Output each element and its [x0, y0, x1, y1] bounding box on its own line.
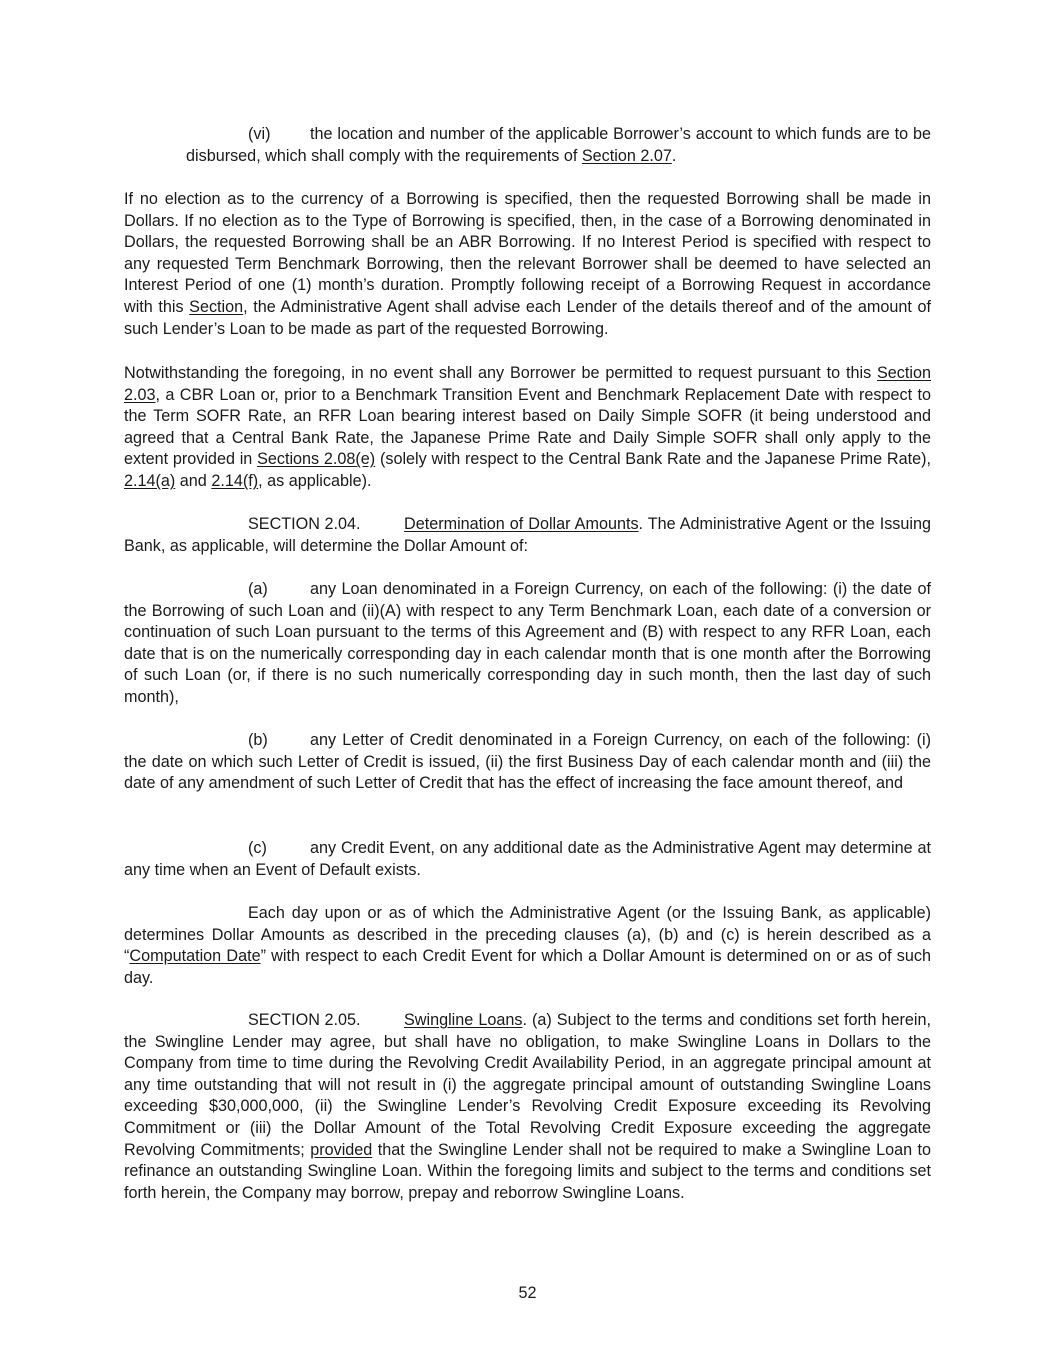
paragraph-notwithstanding-text: and: [175, 471, 212, 490]
paragraph-vi-text: the location and number of the applicable Borrower’s account to which funds are to be disbursed, which shall comply with the requirements of: [186, 125, 931, 165]
paragraph-notwithstanding-text: , a CBR Loan or, prior to a Benchmark Transition Event and Benchmark Replacement Date with respect to the Term SOFR Rate, an RFR Loan bearing interest based on Daily Simple SOFR (it being understood and agreed that a Central Bank Rate, the Japanese Prime Rate and Daily Simple SOFR shall only apply to the extent provided in: [124, 385, 931, 469]
paragraph-notwithstanding: [124, 363, 931, 493]
cross-reference-link: Sections 2.08(e): [257, 450, 376, 469]
section-title: Determination of Dollar Amounts: [404, 515, 639, 533]
clause-b: [124, 730, 931, 795]
paragraph-each-day-text-end: ” with respect to each Credit Event for which a Dollar Amount is determined on or as of such day.: [124, 947, 931, 987]
section-2-04-text: . The Administrative Agent or the Issuing Bank, as applicable, will determine the Dollar Amount of:: [124, 515, 932, 555]
clause-c-text: any Credit Event, on any additional date as the Administrative Agent may determine at any time when an Event of Default exists.: [124, 839, 931, 879]
cross-reference-link: 2.14(f): [211, 471, 259, 490]
clause-a-text: any Loan denominated in a Foreign Currency, on each of the following: (i) the date of the Borrowing of such Loan and (ii)(A) with respect to any Term Benchmark Loan, each date of a conversion or continuation of such Loan pursuant to the terms of this Agreement and (B) with respect to any RFR Loan, each date that is on the numerically corresponding day in each calendar month that is one month after the Borrowing of such Loan (or, if there is no such numerically corresponding day in such month, then the last day of such month),: [124, 580, 931, 706]
defined-term: provided: [310, 1140, 373, 1159]
cross-reference-link: Section: [189, 297, 244, 316]
paragraph-vi-text-end: .: [671, 146, 677, 165]
clause-a: [124, 579, 931, 709]
section-number: SECTION 2.04.: [248, 515, 361, 533]
clause-b-text: any Letter of Credit denominated in a Foreign Currency, on each of the following: (i) the date on which such Letter of Credit is issued, (ii) the first Business Day of each calendar month and (iii) the date of any amendment of such Letter of Credit that has the effect of increasing the face amount thereof, and: [124, 731, 931, 793]
cross-reference-link: Section 2.07: [581, 146, 672, 165]
paragraph-election-text-end: , the Administrative Agent shall advise each Lender of the details thereof and of the amount of such Lender’s Loan to be made as part of the requested Borrowing.: [124, 297, 931, 338]
clause-label-a: (a): [248, 580, 268, 598]
section-2-05-text-end: that the Swingline Lender shall not be required to make a Swingline Loan to refinance an outstanding Swingline Loan. Within the foregoing limits and subject to the terms and conditions set forth herein, the Company may borrow, prepay and reborrow Swingline Loans.: [124, 1140, 932, 1202]
cross-reference-link: 2.14(a): [124, 471, 176, 490]
clause-label-b: (b): [248, 731, 268, 749]
paragraph-notwithstanding-text: (solely with respect to the Central Bank Rate and the Japanese Prime Rate),: [375, 450, 931, 469]
paragraph-notwithstanding-text: Notwithstanding the foregoing, in no event shall any Borrower be permitted to request pursuant to this: [124, 364, 877, 382]
page-number: 52: [518, 1284, 537, 1302]
section-2-05: [124, 1010, 931, 1204]
paragraph-vi: [186, 124, 931, 167]
defined-term: Computation Date: [129, 947, 261, 966]
section-number: SECTION 2.05.: [248, 1011, 361, 1029]
cross-reference-link: Section 2.03: [124, 364, 931, 404]
paragraph-each-day-text: Each day upon or as of which the Administrative Agent (or the Issuing Bank, as applicable) determines Dollar Amounts as described in the preceding clauses (a), (b) and (c) is herein described as a “: [124, 904, 931, 966]
paragraph-notwithstanding-text-end: , as applicable).: [258, 471, 372, 490]
paragraph-election-text: If no election as to the currency of a Borrowing is specified, then the requested Borrowing shall be made in Dollars. If no election as to the Type of Borrowing is specified, then, in the case of a Borrowing denominated in Dollars, the requested Borrowing shall be an ABR Borrowing. If no Interest Period is specified with respect to any requested Term Benchmark Borrowing, then the relevant Borrower shall be deemed to have selected an Interest Period of one (1) month’s duration. Promptly following receipt of a Borrowing Request in accordance with this: [124, 190, 931, 316]
clause-c: [124, 838, 931, 881]
section-2-04: [124, 514, 931, 557]
paragraph-election: [124, 189, 931, 340]
clause-label-c: (c): [248, 839, 267, 857]
section-2-05-text: . (a) Subject to the terms and conditions set forth herein, the Swingline Lender may agree, but shall have no obligation, to make Swingline Loans in Dollars to the Company from time to time during the Revolving Credit Availability Period, in an aggregate principal amount at any time outstanding that will not result in (i) the aggregate principal amount of outstanding Swingline Loans exceeding $30,000,000, (ii) the Swingline Lender’s Revolving Credit Exposure exceeding its Revolving Commitment or (iii) the Dollar Amount of the Total Revolving Credit Exposure exceeding the aggregate Revolving Commitments;: [124, 1011, 931, 1159]
section-title: Swingline Loans: [404, 1011, 523, 1029]
paragraph-each-day: [124, 903, 931, 989]
clause-label-vi: (vi): [248, 125, 271, 143]
